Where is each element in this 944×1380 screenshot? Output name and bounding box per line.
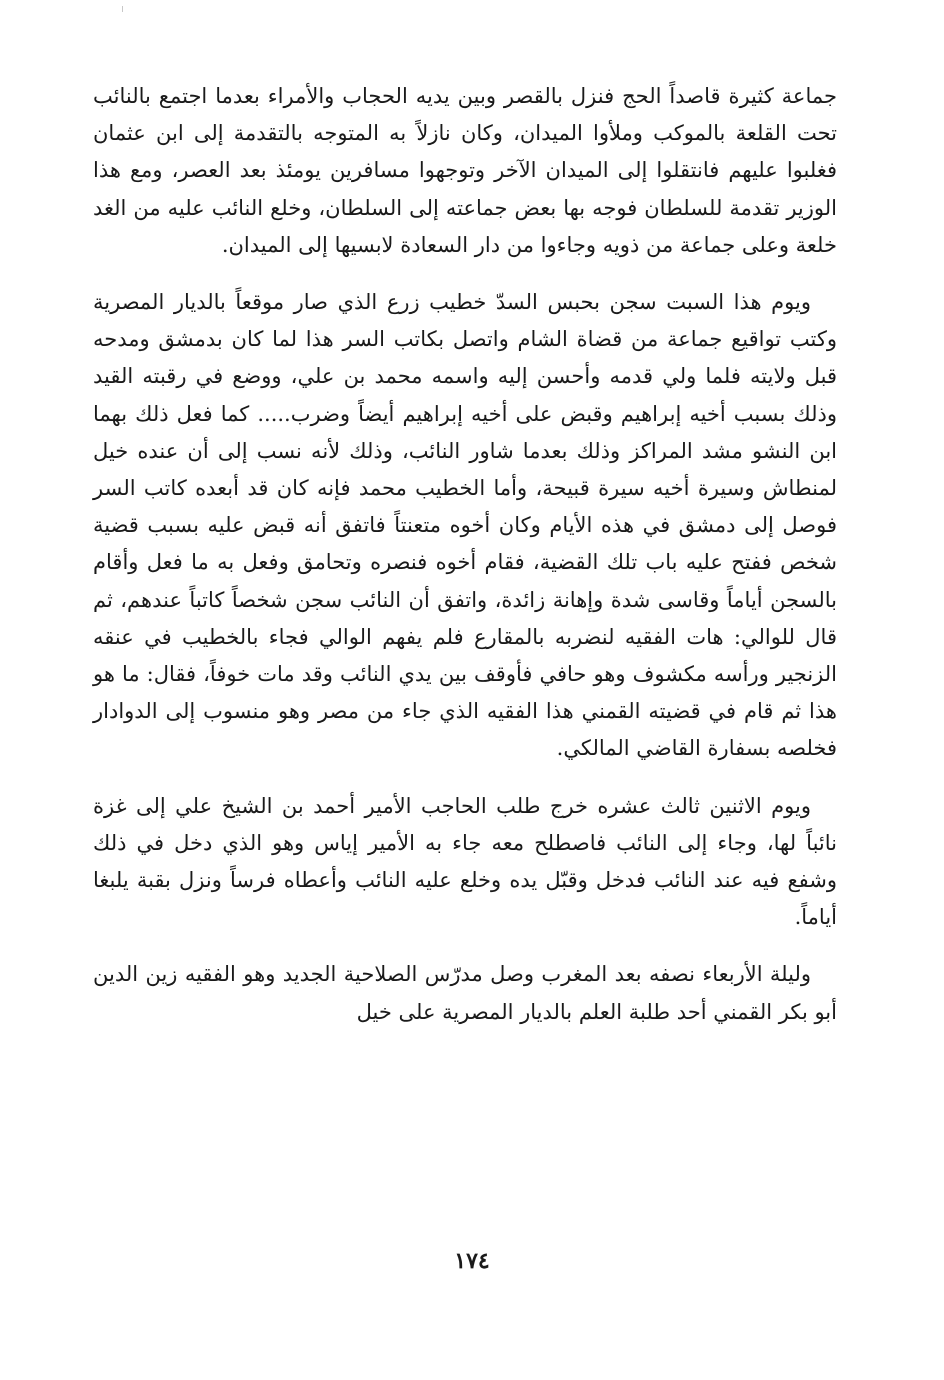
page-number: ١٧٤ [454, 1248, 490, 1274]
paragraph-2: ويوم هذا السبت سجن بحبس السدّ خطيب زرع الذي صار موقعاً بالديار المصرية وكتب تواقيع جماعة من قضاة الشام واتصل بكاتب السر هذا لما كان بدمشق ومدحه قبل ولايته فلما ولي قدمه وأحسن إليه واسمه محمد بن علي، ووضع في رقبته القيد وذلك بسبب أخيه إبراهيم وقبض على أخيه إبراهيم أيضاً وضرب..... كما فعل ذلك بهما ابن النشو مشد المراكز وذلك بعدما شاور النائب، وذلك لأنه نسب إلى أن عنده خيل لمنطاش وسيرة أخيه سيرة قبيحة، وأما الخطيب محمد فإنه كان قد أبعده كاتب السر فوصل إلى دمشق في هذه الأيام وكان أخوه متعنتاً فاتفق أنه قبض عليه بسبب قضية شخص ففتح عليه باب تلك القضية، فقام أخوه فنصره وتحامق وفعل به ما فعل وأقام بالسجن أياماً وقاسى شدة وإهانة زائدة، واتفق أن النائب سجن شخصاً كاتباً عندهم، ثم قال للوالي: هات الفقيه لنضربه بالمقارع فلم يفهم الوالي فجاء بالخطيب في عنقه الزنجير ورأسه مكشوف وهو حافي فأوقف بين يدي النائب وقد مات خوفاً، فقال: ما هو هذا ثم قام في قضيته القمني هذا الفقيه الذي جاء من مصر وهو منسوب إلى الدوادار فخلصه بسفارة القاضي المالكي. [93, 290, 837, 761]
paragraph-3: ويوم الاثنين ثالث عشره خرج طلب الحاجب الأمير أحمد بن الشيخ علي إلى غزة نائباً لها، وجاء إلى النائب فاصطلح معه جاء به الأمير إياس وهو الذي دخل في ذلك وشفع فيه عند النائب فدخل وقبّل يده وخلع عليه النائب وأعطاه فرساً ونزل بقبة يلبغا أياماً. [93, 793, 837, 930]
scan-mark [122, 6, 123, 12]
page-body [93, 78, 837, 1031]
paragraph-1: جماعة كثيرة قاصداً الحج فنزل بالقصر وبين يديه الحجاب والأمراء بعدما اجتمع بالنائب تحت القلعة بالموكب وملأوا الميدان، وكان نازلاً به المتوجه بالتقدمة إلى ابن عثمان فغلبوا عليهم فانتقلوا إلى الميدان الآخر وتوجهوا مسافرين يومئذ بعد العصر، ومع هذا الوزير تقدمة للسلطان فوجه بها بعض جماعته إلى السلطان، وخلع النائب عليه من الغد خلعة وعلى جماعة من ذويه وجاءوا من دار السعادة لابسيها إلى الميدان. [93, 84, 837, 257]
paragraph-4: وليلة الأربعاء نصفه بعد المغرب وصل مدرّس الصلاحية الجديد وهو الفقيه زين الدين أبو بكر القمني أحد طلبة العلم بالديار المصرية على خيل [93, 962, 837, 1024]
